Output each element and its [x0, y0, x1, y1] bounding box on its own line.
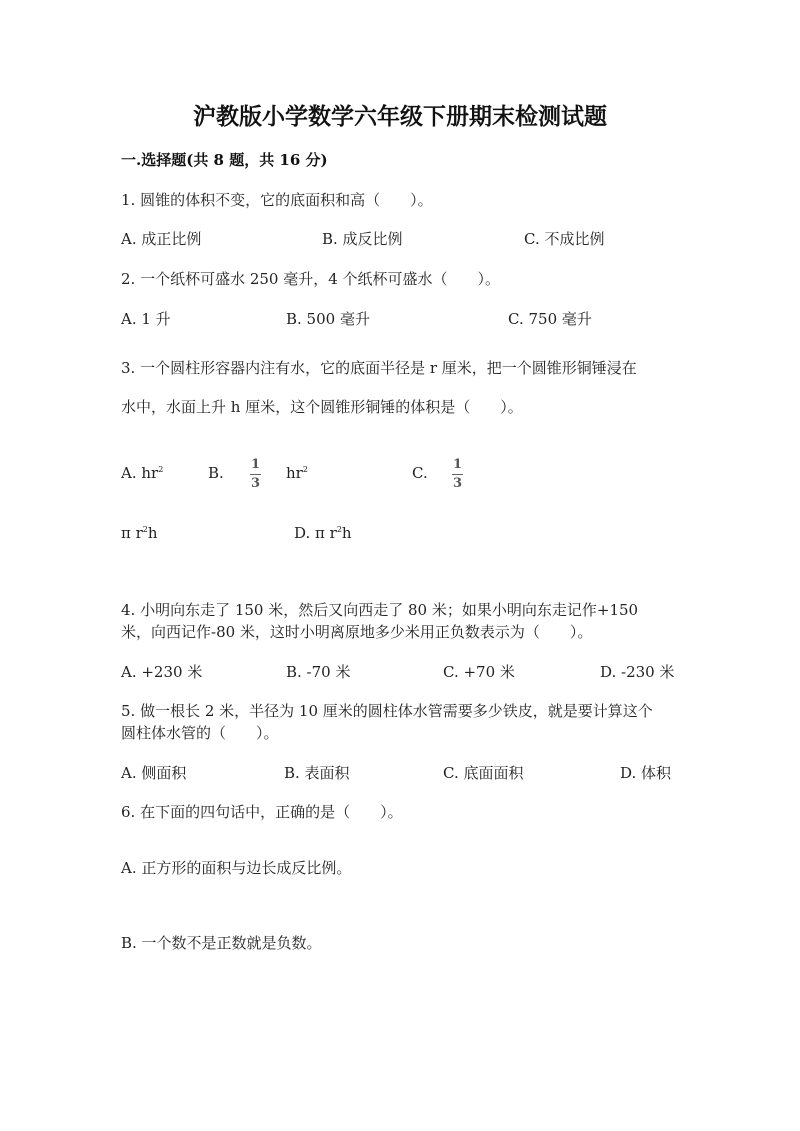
question-2-option-a: A. 1 升 [121, 310, 171, 328]
question-1-option-a: A. 成正比例 [121, 230, 202, 248]
question-3-option-b-label: B. [208, 464, 224, 482]
question-2-option-b: B. 500 毫升 [286, 310, 370, 328]
question-4-option-d: D. -230 米 [600, 663, 675, 681]
question-6-option-b: B. 一个数不是正数就是负数。 [121, 934, 322, 952]
question-3-option-d: D. π $r^2h$ [294, 524, 352, 542]
question-5-line-1: 5. 做一根长 2 米，半径为 10 厘米的圆柱体水管需要多少铁皮，就是要计算这个 [121, 702, 653, 720]
question-3-line-2: 水中，水面上升 h 厘米，这个圆锥形铜锤的体积是（ ）。 [121, 398, 523, 416]
question-5-option-d: D. 体积 [620, 764, 672, 782]
fraction-one-third: 1 3 [452, 457, 463, 491]
question-6-text: 6. 在下面的四句话中，正确的是（ ）。 [121, 803, 403, 821]
question-1-text: 1. 圆锥的体积不变，它的底面积和高（ ）。 [121, 191, 433, 209]
question-4-option-c: C. +70 米 [443, 663, 515, 681]
question-3-line-1: 3. 一个圆柱形容器内注有水，它的底面半径是 r 厘米，把一个圆锥形铜锤浸在 [121, 359, 637, 377]
question-4-option-a: A. +230 米 [121, 663, 203, 681]
section-heading: 一.选择题(共 8 题，共 16 分) [121, 151, 328, 169]
question-4-option-b: B. -70 米 [286, 663, 351, 681]
question-1-option-c: C. 不成比例 [524, 230, 605, 248]
question-4-line-2: 米，向西记作-80 米，这时小明离原地多少米用正负数表示为（ ）。 [121, 623, 593, 641]
question-3-option-c-label: C. [412, 464, 428, 482]
question-5-option-b: B. 表面积 [284, 764, 350, 782]
question-5-line-2: 圆柱体水管的（ ）。 [121, 724, 279, 742]
question-6-option-a: A. 正方形的面积与边长成反比例。 [121, 859, 352, 877]
question-5-option-a: A. 侧面积 [121, 764, 187, 782]
question-3-option-b-term: $hr^2$ [286, 464, 308, 482]
question-2-text: 2. 一个纸杯可盛水 250 毫升，4 个纸杯可盛水（ ）。 [121, 270, 501, 288]
question-3-option-c-term: π $r^2h$ [121, 524, 158, 542]
question-2-option-c: C. 750 毫升 [508, 310, 592, 328]
question-5-option-c: C. 底面面积 [443, 764, 524, 782]
page-title: 沪教版小学数学六年级下册期末检测试题 [193, 103, 607, 130]
question-4-line-1: 4. 小明向东走了 150 米，然后又向西走了 80 米；如果小明向东走记作+150 [121, 601, 639, 619]
question-3-option-a: A. $hr^2$ [121, 464, 164, 482]
fraction-one-third: 1 3 [250, 457, 261, 491]
question-1-option-b: B. 成反比例 [322, 230, 403, 248]
